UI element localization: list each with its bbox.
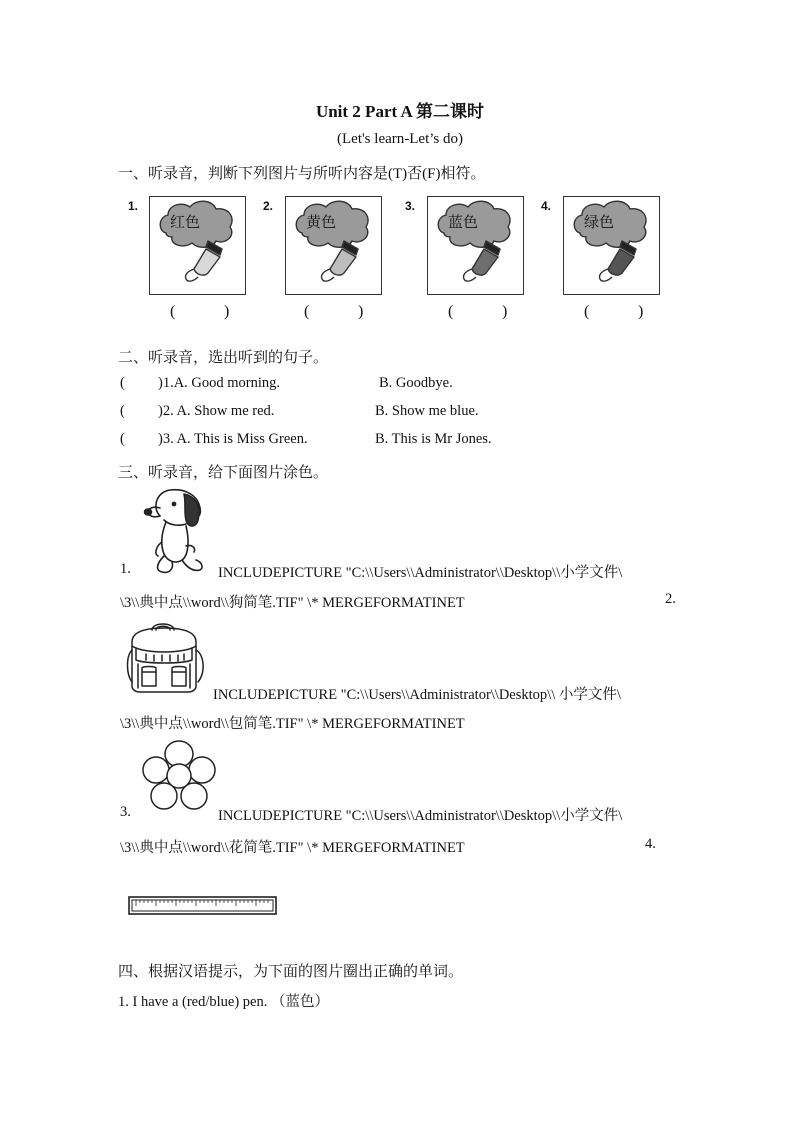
picture-3-panel	[427, 196, 524, 295]
section2-row-1-paren: (	[120, 375, 125, 391]
picture-1-word: 红色	[170, 213, 201, 231]
picture-2-answer-blank[interactable]	[314, 303, 356, 323]
picture-2-panel	[285, 196, 382, 295]
picture-1-number: 1.	[128, 199, 139, 213]
picture-4-number: 4.	[541, 199, 552, 213]
page-subtitle: (Let's learn-Let’s do)	[337, 131, 463, 147]
picture-3-word: 蓝色	[448, 213, 479, 231]
section2-row-2-option-b: B. Show me blue.	[375, 403, 479, 419]
section3-line4-text: \3\\典中点\\word\\包简笔.TIF" \* MERGEFORMATINET	[120, 716, 465, 732]
page-title: Unit 2 Part A 第二课时	[315, 102, 485, 121]
backpack-icon	[122, 620, 208, 696]
section2-row-1-option-b: B. Goodbye.	[379, 375, 453, 391]
section3-line1-text: INCLUDEPICTURE "C:\\Users\\Administrator\\Desktop\\小学文件\	[218, 565, 623, 581]
picture-2-number: 2.	[263, 199, 274, 213]
section2-heading: 二、听录音，选出听到的句子。	[118, 350, 329, 366]
section3-line1-number: 1.	[120, 561, 131, 577]
section2-row-3-paren: (	[120, 431, 125, 447]
picture-3-answer-paren-right: )	[502, 303, 508, 320]
picture-3-answer-blank[interactable]	[458, 303, 500, 323]
section3-line6-text: \3\\典中点\\word\\花简笔.TIF" \* MERGEFORMATINET	[120, 840, 465, 856]
section3-line6-number: 4.	[645, 836, 656, 852]
section2-row-3-option-b: B. This is Mr Jones.	[375, 431, 492, 447]
picture-1-answer-paren-left: (	[170, 303, 176, 320]
flower-icon	[140, 738, 218, 814]
picture-2-answer-paren-right: )	[358, 303, 364, 320]
picture-4-answer-paren-left: (	[584, 303, 590, 320]
section3-line5-number: 3.	[120, 804, 131, 820]
picture-1-answer-blank[interactable]	[180, 303, 222, 323]
picture-4-answer-blank[interactable]	[594, 303, 636, 323]
section4-heading: 四、根据汉语提示，为下面的图片圈出正确的单词。	[118, 964, 464, 980]
picture-2-word: 黄色	[306, 213, 337, 231]
picture-4-answer-paren-right: )	[638, 303, 644, 320]
section1-heading: 一、听录音，判断下列图片与所听内容是(T)否(F)相符。	[118, 166, 486, 182]
section3-line5-text: INCLUDEPICTURE "C:\\Users\\Administrator\\Desktop\\小学文件\	[218, 808, 623, 824]
section2-row-2-option-a: )2. A. Show me red.	[158, 403, 275, 419]
section2-row-3-option-a: )3. A. This is Miss Green.	[158, 431, 308, 447]
section3-line2-number: 2.	[665, 591, 676, 607]
ruler-icon	[128, 895, 278, 917]
section3-line3-text: INCLUDEPICTURE "C:\\Users\\Administrator\\Desktop\\ 小学文件\	[213, 687, 621, 703]
section2-row-2-paren: (	[120, 403, 125, 419]
section3-heading: 三、听录音，给下面图片涂色。	[118, 465, 329, 481]
picture-1-answer-paren-right: )	[224, 303, 230, 320]
section3-line2-text: \3\\典中点\\word\\狗简笔.TIF" \* MERGEFORMATINET	[120, 595, 465, 611]
section2-row-1-option-a: )1.A. Good morning.	[158, 375, 281, 391]
picture-3-answer-paren-left: (	[448, 303, 454, 320]
picture-3-number: 3.	[405, 199, 416, 213]
picture-4-panel	[563, 196, 660, 295]
picture-2-answer-paren-left: (	[304, 303, 310, 320]
section4-question-1: 1. I have a (red/blue) pen. （蓝色）	[118, 994, 329, 1010]
picture-4-word: 绿色	[584, 213, 615, 231]
picture-1-panel	[149, 196, 246, 295]
dog-icon	[140, 486, 212, 576]
